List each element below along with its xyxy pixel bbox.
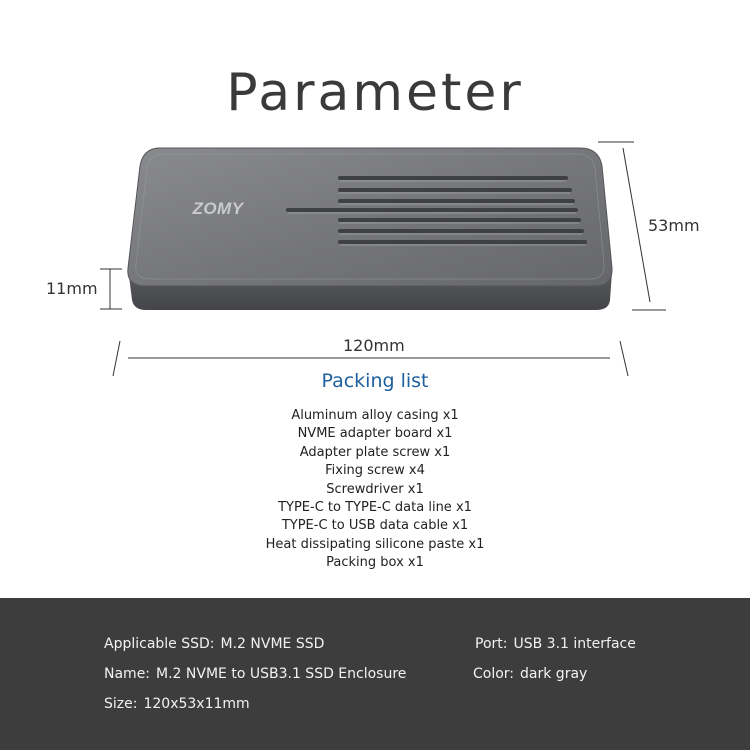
packing-list-title: Packing list	[321, 370, 429, 392]
packing-item: TYPE-C to TYPE-C data line x1	[278, 499, 472, 515]
page-title: Parameter	[226, 62, 524, 123]
spec-port	[475, 636, 636, 652]
spec-label: Size:	[104, 696, 138, 712]
packing-item: Packing box x1	[326, 555, 424, 571]
spec-applicable-ssd	[104, 636, 324, 652]
packing-item: Aluminum alloy casing x1	[291, 408, 459, 423]
spec-label: Color:	[473, 666, 515, 682]
packing-item: Heat dissipating silicone paste x1	[265, 536, 485, 552]
packing-item: NVME adapter board x1	[297, 426, 453, 442]
packing-item: Fixing screw x4	[325, 463, 425, 479]
packing-item: Adapter plate screw x1	[299, 444, 451, 460]
spec-label: Name:	[104, 666, 151, 682]
thickness-dimension-label: 11mm	[46, 279, 98, 298]
spec-value: 120x53x11mm	[143, 696, 250, 712]
spec-name	[104, 666, 406, 682]
spec-label: Port:	[475, 636, 508, 652]
packing-item: Screwdriver x1	[326, 481, 424, 497]
packing-item: TYPE-C to USB data cable x1	[281, 518, 469, 534]
spec-size	[104, 696, 250, 712]
specifications-panel	[0, 598, 750, 750]
spec-label: Applicable SSD:	[104, 636, 215, 652]
brand-logo: ZOMY	[192, 199, 244, 218]
packing-list	[0, 407, 750, 573]
spec-value: dark gray	[520, 666, 588, 682]
spec-color	[473, 666, 587, 682]
height-dimension-label: 53mm	[648, 216, 700, 235]
spec-value: M.2 NVME SSD	[220, 636, 325, 652]
spec-value: M.2 NVME to USB3.1 SSD Enclosure	[156, 666, 407, 682]
spec-value: USB 3.1 interface	[513, 636, 636, 652]
width-dimension-label: 120mm	[343, 336, 405, 355]
